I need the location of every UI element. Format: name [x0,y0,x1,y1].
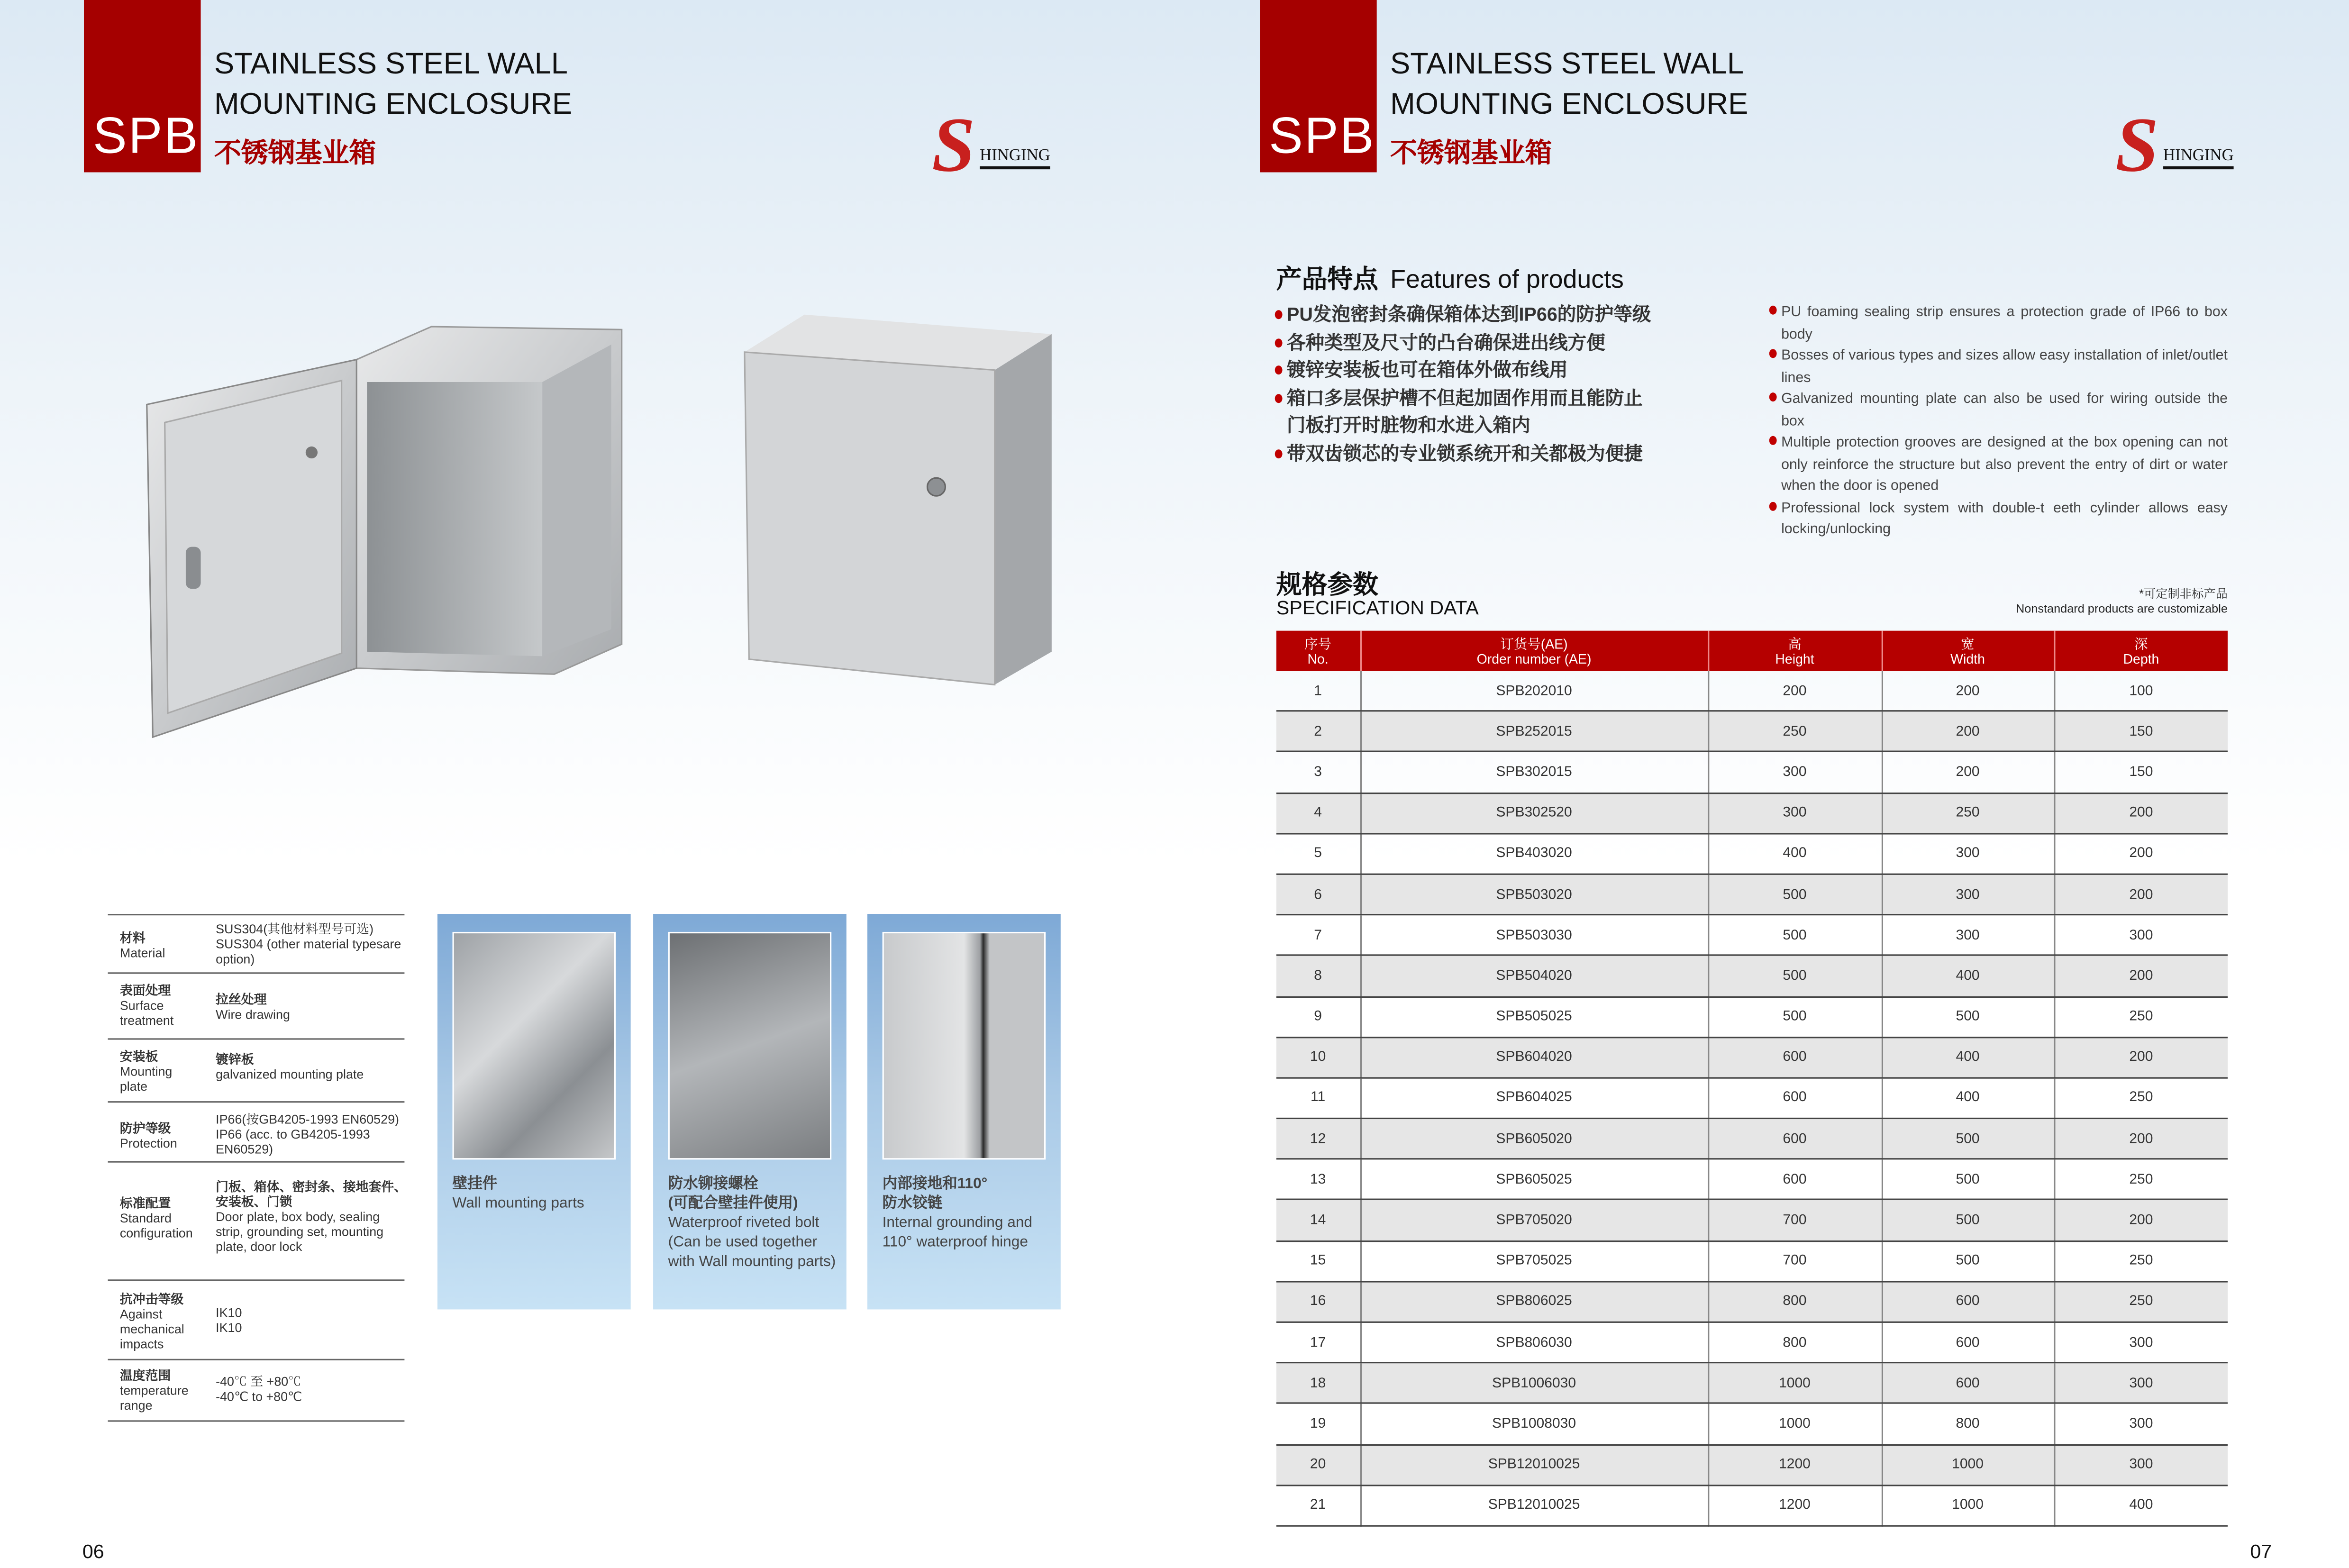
code-block [84,0,201,172]
column-header-cn: 宽 [1961,636,1975,651]
part-name-cn-2: 防水铰链 [882,1195,943,1212]
table-cell: 400 [1882,956,2054,996]
table-cell: SPB604020 [1360,1037,1708,1078]
bullet-icon [1275,310,1283,319]
table-cell: 250 [2054,1159,2228,1200]
spec-row [108,1038,405,1103]
feature-item: 各种类型及尺寸的凸台确保进出线方便 [1275,329,1651,356]
table-cell: 3 [1276,752,1360,793]
product-title [1390,45,1748,126]
spec-key-en: temperature range [119,1383,189,1413]
table-cell: 400 [1882,1078,2054,1119]
table-cell: 500 [1882,1119,2054,1159]
spec-value-cn: IP66(按GB4205-1993 EN60529) [216,1112,399,1127]
column-header-en: Width [1950,651,1985,666]
table-row [1276,1485,2228,1526]
table-cell: 300 [2054,1363,2228,1404]
part-name-cn: 内部接地和110° [882,1176,988,1193]
table-cell: 20 [1276,1444,1360,1485]
table-row [1276,996,2228,1037]
features-title [1276,258,1624,295]
bullet-icon [1275,365,1283,374]
table-cell: 1200 [1708,1485,1882,1526]
table-cell: 300 [2054,1404,2228,1444]
table-cell: 400 [1882,1037,2054,1078]
spec-key-en: Material [119,945,165,961]
table-cell: 200 [2054,1119,2228,1159]
table-cell: 6 [1276,874,1360,915]
spec-key-cn: 温度范围 [119,1367,171,1383]
table-row [1276,711,2228,752]
table-cell: 18 [1276,1363,1360,1404]
table-cell: 600 [1708,1037,1882,1078]
table-cell: 13 [1276,1159,1360,1200]
spec-value-en: Door plate, box body, sealing strip, grounding set, mounting plate, door lock [216,1209,384,1254]
spec-value-en: galvanized mounting plate [216,1067,364,1082]
customizable-note [2016,587,2228,617]
column-header [2054,631,2228,671]
table-cell: 700 [1708,1200,1882,1241]
table-row [1276,1322,2228,1363]
title-line-2: MOUNTING ENCLOSURE [1390,88,1748,122]
table-cell: 600 [1882,1363,2054,1404]
table-cell: 300 [1882,833,2054,874]
table-cell: 9 [1276,996,1360,1037]
spec-row [108,1101,405,1163]
table-cell: 1000 [1882,1485,2054,1526]
part-name-en: Waterproof riveted bolt (Can be used together with Wall mounting parts) [668,1215,836,1271]
table-cell: 12 [1276,1119,1360,1159]
left-page [0,0,1174,1567]
table-cell: 400 [1708,833,1882,874]
table-cell: SPB503030 [1360,915,1708,956]
table-cell: 500 [1882,1159,2054,1200]
column-header-en: No. [1307,651,1329,666]
bullet-icon [1275,449,1283,458]
spec-key-cn: 安装板 [119,1048,158,1064]
table-cell: 400 [2054,1485,2228,1526]
bullet-icon [1769,436,1777,445]
table-row [1276,1363,2228,1404]
table-row [1276,671,2228,711]
logo-text: HINGING [2163,147,2234,169]
features-title-en: Features of products [1390,265,1624,294]
table-cell: 200 [1882,671,2054,711]
column-header-en: Height [1775,651,1814,666]
feature-item: Multiple protection grooves are designed at the box opening can not only reinforce the structure but also prevent the entry of dirt or water when the door is opened [1769,433,2228,498]
table-cell: 200 [1882,711,2054,752]
table-cell: SPB806030 [1360,1322,1708,1363]
note-en: Nonstandard products are customizable [2015,602,2228,616]
spec-key-cn: 标准配置 [119,1195,171,1211]
table-cell: 14 [1276,1200,1360,1241]
table-cell: 1000 [1882,1444,2054,1485]
page-number: 07 [2250,1540,2272,1563]
product-code: SPB [92,108,200,165]
column-header-en: Order number (AE) [1476,651,1592,666]
bullet-icon [1769,501,1777,510]
table-row [1276,752,2228,793]
spec-value-cn: 拉丝处理 [216,992,267,1007]
logo-letter: S [2115,103,2159,189]
table-cell: 300 [2054,1322,2228,1363]
part-card-wall-mounting [437,914,631,1309]
column-header [1882,631,2054,671]
spec-key-cn: 防护等级 [119,1121,171,1136]
spec-value-en: Wire drawing [216,1006,290,1022]
spec-key-cn: 材料 [119,930,146,946]
open-enclosure-image [135,315,704,749]
feature-item: Professional lock system with double-t eeth cylinder allows easy locking/unlocking [1769,498,2228,542]
table-cell: 500 [1882,1240,2054,1281]
table-cell: 800 [1882,1404,2054,1444]
spec-value-cn: IK10 [216,1304,242,1320]
table-cell: 2 [1276,711,1360,752]
table-cell: 200 [2054,1037,2228,1078]
spec-key-en: Protection [119,1135,177,1151]
table-cell: 5 [1276,833,1360,874]
table-cell: SPB302015 [1360,752,1708,793]
table-cell: SPB505025 [1360,996,1708,1037]
column-header [1708,631,1882,671]
table-cell: 250 [2054,1281,2228,1322]
table-cell: 1200 [1708,1444,1882,1485]
column-header-cn: 高 [1788,636,1802,651]
table-cell: 200 [2054,874,2228,915]
table-cell: SPB605020 [1360,1119,1708,1159]
table-cell: 300 [2054,915,2228,956]
spec-row [108,914,405,974]
table-cell: 500 [1708,915,1882,956]
feature-item: Galvanized mounting plate can also be used for wiring outside the box [1769,390,2228,433]
table-cell: 300 [1882,874,2054,915]
table-cell: 600 [1708,1159,1882,1200]
table-row [1276,915,2228,956]
table-row [1276,1281,2228,1322]
part-name-en: Internal grounding and 110° waterproof hinge [882,1215,1032,1251]
part-name-cn: 壁挂件 [452,1176,498,1193]
table-cell: 600 [1708,1078,1882,1119]
closed-enclosure-image [737,307,1059,697]
table-cell: 250 [1708,711,1882,752]
bullet-icon [1275,393,1283,402]
feature-item: 箱口多层保护槽不但起加固作用而且能防止门板打开时脏物和水进入箱内 [1275,384,1647,440]
bullet-icon [1769,392,1777,401]
table-cell: SPB604025 [1360,1078,1708,1119]
spec-value-cn: 镀锌板 [216,1051,254,1067]
table-cell: 15 [1276,1240,1360,1281]
table-row [1276,956,2228,996]
spec-title-en: SPECIFICATION DATA [1276,596,1479,619]
column-header-cn: 序号 [1304,636,1332,651]
table-row [1276,1200,2228,1241]
table-cell: 200 [2054,833,2228,874]
features-title-cn: 产品特点 [1276,265,1378,294]
spec-value-en: -40℃ to +80℃ [216,1388,302,1404]
part-name-cn-2: (可配合壁挂件使用) [668,1195,798,1212]
table-cell: 500 [1882,996,2054,1037]
table-cell: SPB403020 [1360,833,1708,874]
table-row [1276,1037,2228,1078]
table-cell: 21 [1276,1485,1360,1526]
product-title-cn: 不锈钢基业箱 [214,137,376,168]
spec-value-en: IK10 [216,1320,242,1335]
table-cell: SPB202010 [1360,671,1708,711]
table-cell: 17 [1276,1322,1360,1363]
note-cn: *可定制非标产品 [2139,587,2228,601]
specification-table [1276,631,2228,1527]
table-cell: 200 [1708,671,1882,711]
spec-key-cn: 表面处理 [119,983,171,998]
spec-key-cn: 抗冲击等级 [119,1291,184,1307]
table-cell: 600 [1882,1281,2054,1322]
spec-row [108,972,405,1039]
logo-letter: S [931,103,975,189]
page-number: 06 [82,1540,104,1563]
product-code: SPB [1269,108,1375,165]
table-cell: 300 [1708,793,1882,833]
product-title [214,45,572,126]
table-cell: 16 [1276,1281,1360,1322]
bullet-icon [1769,306,1777,315]
spec-key-en: Standard configuration [119,1210,193,1241]
part-name-en: Wall mounting parts [452,1195,584,1212]
table-cell: 200 [2054,1200,2228,1241]
spec-key-en: Mounting plate [119,1064,173,1094]
brand-logo [2115,103,2250,189]
table-row [1276,1078,2228,1119]
feature-item: PU发泡密封条确保箱体达到IP66的防护等级 [1275,301,1651,328]
table-cell: SPB302520 [1360,793,1708,833]
table-row [1276,1119,2228,1159]
table-cell: 4 [1276,793,1360,833]
column-header-cn: 深 [2134,636,2148,651]
table-cell: 1000 [1708,1404,1882,1444]
code-block [1260,0,1377,172]
table-cell: SPB504020 [1360,956,1708,996]
spec-value-cn: SUS304(其他材料型号可选) [216,921,374,937]
table-row [1276,793,2228,833]
table-cell: 500 [1708,874,1882,915]
table-cell: 600 [1882,1322,2054,1363]
spec-value-cn: 门板、箱体、密封条、接地套件、安装板、门锁 [216,1179,407,1209]
table-cell: 19 [1276,1404,1360,1444]
table-cell: SPB806025 [1360,1281,1708,1322]
logo-text: HINGING [980,147,1050,169]
table-cell: SPB503020 [1360,874,1708,915]
features-list-cn [1275,301,1651,467]
part-card-riveted-bolt [653,914,847,1309]
table-cell: SPB705025 [1360,1240,1708,1281]
table-cell: 100 [2054,671,2228,711]
feature-item: Bosses of various types and sizes allow easy installation of inlet/outlet lines [1769,346,2228,390]
table-cell: SPB252015 [1360,711,1708,752]
table-cell: 600 [1708,1119,1882,1159]
spec-key-en: Surface treatment [119,998,174,1028]
table-cell: 150 [2054,752,2228,793]
table-row [1276,833,2228,874]
table-cell: 800 [1708,1281,1882,1322]
bullet-icon [1275,338,1283,347]
spec-value-cn: -40℃ 至 +80℃ [216,1374,301,1389]
product-title-cn: 不锈钢基业箱 [1390,137,1552,168]
features-list-en [1769,302,2228,541]
table-row [1276,874,2228,915]
table-cell: 250 [1882,793,2054,833]
table-cell: 250 [2054,1240,2228,1281]
table-cell: SPB12010025 [1360,1444,1708,1485]
bullet-icon [1769,349,1777,358]
wall-mounting-photo [453,932,616,1159]
table-cell: 500 [1708,956,1882,996]
column-header [1360,631,1708,671]
table-cell: 8 [1276,956,1360,996]
table-cell: 7 [1276,915,1360,956]
spec-row [108,1279,405,1360]
spec-row [108,1359,405,1422]
riveted-bolt-photo [668,932,832,1159]
table-cell: 150 [2054,711,2228,752]
table-cell: 10 [1276,1037,1360,1078]
spec-key-en: Against mechanical impacts [119,1306,184,1351]
part-name-cn: 防水铆接螺栓 [668,1176,758,1193]
spec-row [108,1161,405,1281]
table-cell: 11 [1276,1078,1360,1119]
table-cell: SPB1006030 [1360,1363,1708,1404]
hinge-photo [883,932,1046,1159]
spec-value-en: SUS304 (other material typesare option) [216,936,401,966]
feature-item: 镀锌安装板也可在箱体外做布线用 [1275,356,1651,384]
title-line-1: STAINLESS STEEL WALL [214,48,568,81]
table-cell: 250 [2054,1078,2228,1119]
table-cell: SPB605025 [1360,1159,1708,1200]
spec-value-en: IP66 (acc. to GB4205-1993 EN60529) [216,1126,370,1157]
part-card-hinge [867,914,1061,1309]
table-cell: 200 [1882,752,2054,793]
spec-title-cn: 规格参数 [1276,571,1378,600]
table-cell: 800 [1708,1322,1882,1363]
table-row [1276,1404,2228,1444]
table-cell: 200 [2054,956,2228,996]
table-cell: SPB12010025 [1360,1485,1708,1526]
table-cell: 250 [2054,996,2228,1037]
table-cell: 700 [1708,1240,1882,1281]
feature-item: 带双齿锁芯的专业锁系统开和关都极为便捷 [1275,440,1651,467]
title-line-2: MOUNTING ENCLOSURE [214,88,573,122]
table-cell: 300 [1708,752,1882,793]
column-header-en: Depth [2123,651,2159,666]
table-cell: 300 [2054,1444,2228,1485]
table-cell: SPB1008030 [1360,1404,1708,1444]
table-row [1276,1159,2228,1200]
table-cell: 500 [1882,1200,2054,1241]
title-line-1: STAINLESS STEEL WALL [1390,48,1744,81]
brand-logo [931,103,1066,189]
table-cell: 200 [2054,793,2228,833]
table-cell: SPB705020 [1360,1200,1708,1241]
table-cell: 500 [1708,996,1882,1037]
table-cell: 300 [1882,915,2054,956]
column-header-cn: 订货号(AE) [1500,636,1568,651]
table-row [1276,1240,2228,1281]
column-header [1276,631,1360,671]
table-cell: 1000 [1708,1363,1882,1404]
table-cell: 1 [1276,671,1360,711]
table-row [1276,1444,2228,1485]
feature-item: PU foaming sealing strip ensures a protection grade of IP66 to box body [1769,302,2228,346]
